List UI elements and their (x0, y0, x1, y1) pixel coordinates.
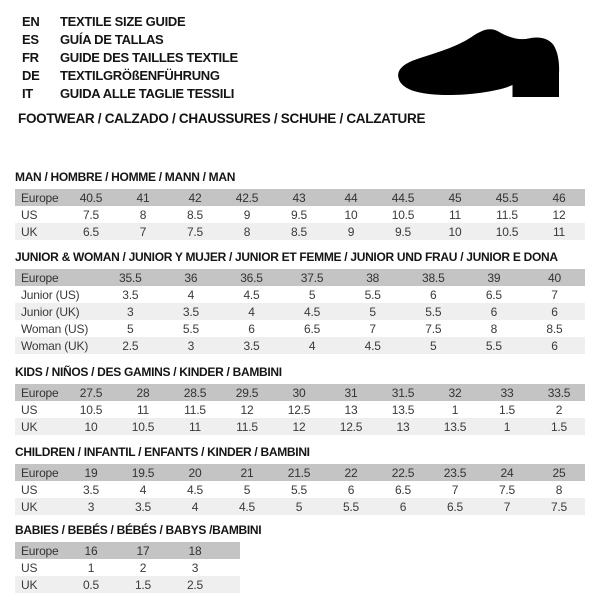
size-cell: 3 (187, 338, 195, 353)
language-code: DE (22, 68, 40, 83)
table-row (15, 559, 240, 576)
size-cell: 7 (551, 287, 558, 302)
size-cell: 20 (188, 465, 202, 480)
size-cell: 8 (555, 482, 563, 497)
size-table-man (15, 189, 585, 240)
size-cell: 5 (243, 482, 251, 497)
table-row (15, 401, 585, 418)
size-cell: 33.5 (547, 385, 571, 400)
section-kids (15, 365, 585, 435)
size-cell: 3 (127, 304, 134, 319)
size-cell: 40 (547, 270, 561, 285)
size-cell: 5.5 (485, 338, 502, 353)
table-row (15, 418, 585, 435)
size-cell: 4 (139, 482, 147, 497)
size-cell: 9 (347, 224, 355, 239)
size-cell: 11.5 (496, 207, 518, 222)
size-cell: 10 (84, 419, 98, 434)
size-table-kids (15, 384, 585, 435)
table-row (15, 498, 585, 515)
size-cell: 4 (248, 304, 255, 319)
row-label: Woman (UK) (21, 338, 89, 353)
size-cell: 8 (490, 321, 498, 336)
size-cell: 9.5 (394, 224, 412, 239)
language-row-de (22, 67, 238, 85)
size-table-junior-woman (15, 269, 585, 354)
size-cell: 13 (344, 402, 358, 417)
size-cell: 12.5 (287, 402, 311, 417)
language-row-it (22, 85, 238, 103)
row-label: UK (21, 499, 38, 514)
language-list (22, 13, 238, 103)
size-cell: 42.5 (235, 190, 259, 205)
row-label: Junior (US) (21, 287, 80, 302)
size-cell: 7.5 (82, 207, 100, 222)
size-table-babies (15, 542, 261, 593)
row-label: UK (21, 577, 38, 592)
size-cell: 4.5 (186, 482, 204, 497)
size-cell: 33 (500, 385, 514, 400)
row-label: Junior (UK) (21, 304, 80, 319)
size-cell: 41 (136, 190, 150, 205)
size-cell: 21 (240, 465, 254, 480)
language-row-fr (22, 49, 238, 67)
size-cell: 32 (448, 385, 462, 400)
size-cell: 13 (396, 419, 410, 434)
size-cell: 3 (87, 499, 95, 514)
size-cell: 5.5 (290, 482, 308, 497)
size-cell: 6.5 (82, 224, 100, 239)
size-cell: 17 (136, 543, 150, 558)
table-row (15, 464, 585, 481)
size-cell: 3.5 (182, 304, 199, 319)
size-cell: 35.5 (119, 270, 142, 285)
table-row (15, 303, 585, 320)
size-cell: 4 (187, 287, 195, 302)
size-cell: 5.5 (425, 304, 442, 319)
size-cell: 6 (347, 482, 355, 497)
size-cell: 1.5 (134, 577, 152, 592)
size-cell: 2.5 (122, 338, 139, 353)
size-cell: 38.5 (421, 270, 445, 285)
size-cell: 6 (248, 321, 255, 336)
language-code: FR (22, 50, 39, 65)
size-cell: 42 (188, 190, 202, 205)
section-babies (15, 523, 261, 593)
table-row (15, 206, 585, 223)
size-cell: 38 (366, 270, 380, 285)
size-cell: 7 (503, 499, 511, 514)
section-children (15, 445, 585, 515)
size-cell: 43 (292, 190, 306, 205)
table-row (15, 481, 585, 498)
size-cell: 7.5 (186, 224, 204, 239)
size-cell: 27.5 (79, 385, 103, 400)
size-cell: 11.5 (236, 419, 258, 434)
size-cell: 23.5 (443, 465, 467, 480)
row-label: US (21, 560, 38, 575)
size-cell: 5 (369, 304, 376, 319)
size-cell: 7.5 (550, 499, 568, 514)
size-cell: 45.5 (495, 190, 519, 205)
size-cell: 7 (369, 321, 376, 336)
size-cell: 18 (188, 543, 202, 558)
size-cell: 5.5 (342, 499, 360, 514)
size-cell: 10 (344, 207, 358, 222)
table-row (15, 189, 585, 206)
size-cell: 6 (551, 304, 558, 319)
size-cell: 7.5 (425, 321, 442, 336)
size-cell: 36 (184, 270, 198, 285)
size-cell: 22 (344, 465, 358, 480)
size-table-children (15, 464, 585, 515)
size-cell: 8.5 (186, 207, 204, 222)
section-title: CHILDREN / INFANTIL / ENFANTS / KINDER / BAMBINI (15, 445, 310, 459)
table-row (15, 542, 240, 559)
size-cell: 3.5 (82, 482, 100, 497)
size-cell: 1.5 (498, 402, 516, 417)
row-label: Woman (US) (21, 321, 89, 336)
row-label: Europe (21, 385, 59, 400)
size-cell: 8.5 (290, 224, 308, 239)
table-row (15, 223, 585, 240)
row-label: Europe (21, 465, 59, 480)
size-cell: 16 (84, 543, 98, 558)
size-cell: 12.5 (339, 419, 363, 434)
size-cell: 46 (552, 190, 566, 205)
row-label: US (21, 482, 38, 497)
size-cell: 2 (139, 560, 147, 575)
language-label: GUÍA DE TALLAS (60, 32, 164, 47)
size-cell: 24 (500, 465, 514, 480)
table-row (15, 337, 585, 354)
size-cell: 12 (552, 207, 566, 222)
size-cell: 0.5 (82, 577, 100, 592)
language-code: IT (22, 86, 33, 101)
size-cell: 5.5 (182, 321, 199, 336)
size-cell: 10.5 (495, 224, 519, 239)
language-row-en (22, 13, 238, 31)
table-row (15, 384, 585, 401)
size-cell: 4.5 (243, 287, 260, 302)
size-cell: 39 (487, 270, 501, 285)
language-label: TEXTILE SIZE GUIDE (60, 14, 186, 29)
size-cell: 36.5 (240, 270, 263, 285)
row-label: UK (21, 419, 38, 434)
size-cell: 13.5 (443, 419, 467, 434)
size-cell: 6.5 (446, 499, 464, 514)
row-label: US (21, 207, 38, 222)
language-label: GUIDA ALLE TAGLIE TESSILI (60, 86, 235, 101)
size-cell: 4 (191, 499, 199, 514)
size-cell: 7 (139, 224, 147, 239)
size-cell: 28 (136, 385, 150, 400)
size-cell: 19 (84, 465, 98, 480)
section-man (15, 170, 585, 240)
size-cell: 2.5 (186, 577, 204, 592)
size-cell: 10.5 (131, 419, 155, 434)
language-label: GUIDE DES TAILLES TEXTILE (60, 50, 238, 65)
size-cell: 4.5 (364, 338, 381, 353)
size-cell: 5.5 (364, 287, 381, 302)
section-title: KIDS / NIÑOS / DES GAMINS / KINDER / BAMBINI (15, 365, 282, 379)
size-cell: 6 (551, 338, 558, 353)
section-title: MAN / HOMBRE / HOMME / MANN / MAN (15, 170, 236, 184)
size-cell: 10 (448, 224, 462, 239)
size-cell: 13.5 (391, 402, 415, 417)
size-cell: 45 (448, 190, 462, 205)
size-cell: 7.5 (498, 482, 516, 497)
size-cell: 6 (490, 304, 498, 319)
size-cell: 6.5 (304, 321, 321, 336)
size-cell: 11 (552, 224, 566, 239)
size-cell: 37.5 (300, 270, 324, 285)
size-cell: 5 (127, 321, 134, 336)
section-junior-woman (15, 250, 585, 354)
size-cell: 5 (308, 287, 316, 302)
table-row (15, 286, 585, 303)
size-cell: 19.5 (131, 465, 155, 480)
language-label: TEXTILGRÖßENFÜHRUNG (60, 68, 220, 83)
size-cell: 10.5 (391, 207, 415, 222)
size-cell: 6 (430, 287, 437, 302)
size-cell: 6.5 (394, 482, 412, 497)
size-cell: 7 (451, 482, 459, 497)
size-cell: 4.5 (238, 499, 256, 514)
category-heading: FOOTWEAR / CALZADO / CHAUSSURES / SCHUHE / CALZATURE (18, 111, 426, 126)
size-cell: 28.5 (183, 385, 207, 400)
size-cell: 3 (191, 560, 199, 575)
size-cell: 3.5 (243, 338, 260, 353)
size-cell: 44 (344, 190, 358, 205)
size-cell: 44.5 (391, 190, 415, 205)
size-cell: 1.5 (550, 419, 568, 434)
size-cell: 9.5 (290, 207, 308, 222)
language-row-es (22, 31, 238, 49)
size-cell: 30 (292, 385, 306, 400)
table-row (15, 269, 585, 286)
section-title: BABIES / BEBÉS / BÉBÉS / BABYS /BAMBINI (15, 523, 262, 537)
size-cell: 11 (188, 419, 202, 434)
section-title: JUNIOR & WOMAN / JUNIOR Y MUJER / JUNIOR ET FEMME / JUNIOR UND FRAU / JUNIOR E DONA (15, 250, 558, 264)
size-cell: 1 (87, 560, 95, 575)
language-code: EN (22, 14, 40, 29)
size-cell: 22.5 (391, 465, 415, 480)
size-cell: 5 (430, 338, 437, 353)
size-cell: 29.5 (235, 385, 259, 400)
size-cell: 2 (555, 402, 563, 417)
size-cell: 31.5 (391, 385, 415, 400)
size-cell: 6.5 (485, 287, 502, 302)
row-label: UK (21, 224, 38, 239)
size-cell: 21.5 (287, 465, 311, 480)
table-row (15, 576, 240, 593)
row-label: Europe (21, 543, 59, 558)
size-cell: 8.5 (546, 321, 563, 336)
size-cell: 40.5 (79, 190, 103, 205)
row-label: US (21, 402, 38, 417)
dress-shoe-icon (390, 12, 583, 107)
size-cell: 3.5 (122, 287, 139, 302)
size-cell: 9 (243, 207, 251, 222)
size-cell: 3.5 (134, 499, 152, 514)
size-cell: 11.5 (184, 402, 206, 417)
size-cell: 12 (292, 419, 306, 434)
size-cell: 6 (399, 499, 407, 514)
language-code: ES (22, 32, 39, 47)
size-cell: 31 (344, 385, 358, 400)
size-cell: 11 (136, 402, 150, 417)
size-cell: 11 (448, 207, 462, 222)
size-cell: 8 (243, 224, 251, 239)
size-cell: 12 (240, 402, 254, 417)
size-cell: 4.5 (304, 304, 321, 319)
size-cell: 10.5 (79, 402, 103, 417)
size-cell: 1 (503, 419, 511, 434)
table-row (15, 320, 585, 337)
row-label: Europe (21, 270, 59, 285)
size-cell: 25 (552, 465, 566, 480)
size-cell: 1 (451, 402, 459, 417)
row-label: Europe (21, 190, 59, 205)
size-cell: 8 (139, 207, 147, 222)
size-cell: 5 (295, 499, 303, 514)
size-cell: 4 (308, 338, 316, 353)
